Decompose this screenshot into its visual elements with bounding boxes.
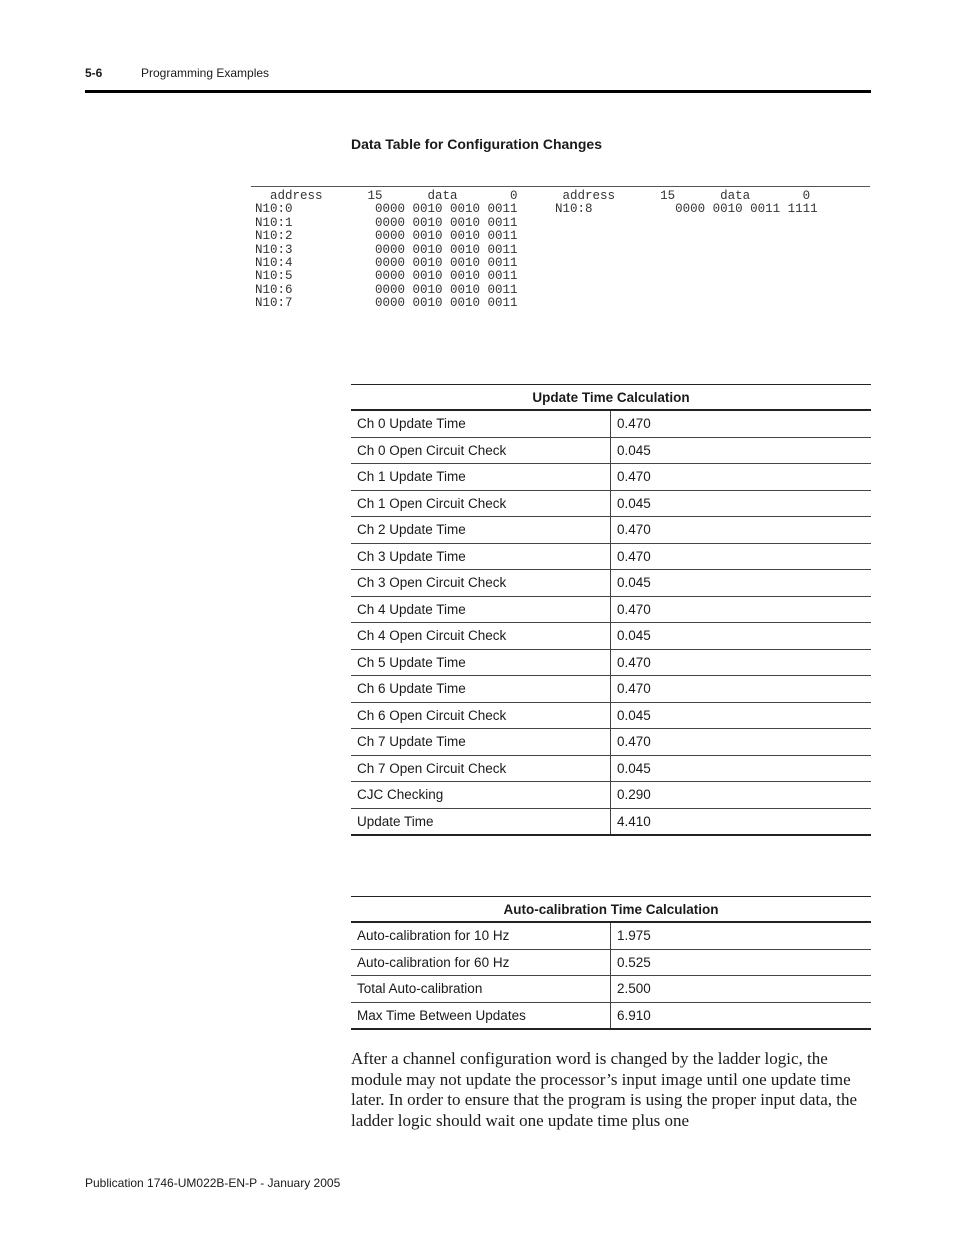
row-label: Auto-calibration for 10 Hz [351, 922, 611, 949]
table-row [351, 437, 871, 464]
data-table-text: address 15 data 0 address 15 data 0 N10:0 0000 0010 0010 0011 N10:8 0000 0010 0011 1111 N10:1 0000 0010 0010 0011 N10:2 0000 0010 0010 0011 N10:3 0000 0010 0010 0011 N10:4 0000 0010 0010 0011 N10:5 0000 0010 0010 0011 N10:6 0000 0010 0010 0011 N10:7 0000 0010 0010 0011 [255, 189, 818, 311]
table-row [351, 808, 871, 835]
row-label: Ch 3 Update Time [351, 543, 611, 570]
table-row [351, 464, 871, 491]
table-row [351, 949, 871, 976]
row-label: Ch 3 Open Circuit Check [351, 570, 611, 597]
row-value: 0.045 [611, 755, 872, 782]
table-row [351, 570, 871, 597]
data-table-listing [251, 186, 870, 311]
row-value: 0.470 [611, 517, 872, 544]
update-table-title: Update Time Calculation [351, 385, 871, 411]
body-paragraph: After a channel configuration word is changed by the ladder logic, the module may not update the processor’s input image until one update time later. In order to ensure that the program is using the proper input data, the ladder logic should wait one update time plus one [351, 1049, 858, 1130]
row-value: 4.410 [611, 808, 872, 835]
row-label: Ch 6 Update Time [351, 676, 611, 703]
row-label: Ch 0 Open Circuit Check [351, 437, 611, 464]
table-row [351, 623, 871, 650]
row-label: Ch 7 Open Circuit Check [351, 755, 611, 782]
row-value: 0.290 [611, 782, 872, 809]
row-value: 0.045 [611, 570, 872, 597]
row-label: Ch 4 Update Time [351, 596, 611, 623]
table-row [351, 410, 871, 437]
table-row [351, 676, 871, 703]
row-value: 0.525 [611, 949, 872, 976]
table-row [351, 490, 871, 517]
row-label: Ch 0 Update Time [351, 410, 611, 437]
row-value: 0.470 [611, 676, 872, 703]
table-row [351, 782, 871, 809]
row-value: 0.045 [611, 623, 872, 650]
row-value: 2.500 [611, 976, 872, 1003]
row-label: Ch 1 Update Time [351, 464, 611, 491]
row-label: CJC Checking [351, 782, 611, 809]
table-row [351, 755, 871, 782]
row-label: Max Time Between Updates [351, 1002, 611, 1029]
row-value: 0.470 [611, 649, 872, 676]
row-value: 0.470 [611, 729, 872, 756]
table-row [351, 1002, 871, 1029]
section-title: Programming Examples [141, 66, 270, 80]
table-row [351, 543, 871, 570]
row-value: 0.470 [611, 410, 872, 437]
autocal-time-table [351, 896, 871, 1030]
row-label: Ch 4 Open Circuit Check [351, 623, 611, 650]
row-value: 0.470 [611, 596, 872, 623]
row-label: Ch 7 Update Time [351, 729, 611, 756]
table-row [351, 702, 871, 729]
row-label: Update Time [351, 808, 611, 835]
row-value: 0.470 [611, 543, 872, 570]
row-label: Total Auto-calibration [351, 976, 611, 1003]
row-label: Ch 5 Update Time [351, 649, 611, 676]
row-label: Ch 6 Open Circuit Check [351, 702, 611, 729]
page-number: 5-6 [85, 66, 103, 80]
row-value: 6.910 [611, 1002, 872, 1029]
table-row [351, 729, 871, 756]
table-row [351, 517, 871, 544]
table-row [351, 596, 871, 623]
row-value: 1.975 [611, 922, 872, 949]
update-time-table [351, 384, 871, 836]
table-row [351, 976, 871, 1003]
table-row [351, 922, 871, 949]
row-value: 0.045 [611, 490, 872, 517]
publication-footer: Publication 1746-UM022B-EN-P - January 2005 [85, 1176, 341, 1190]
autocal-table-title: Auto-calibration Time Calculation [351, 897, 871, 923]
data-table-title: Data Table for Configuration Changes [351, 136, 602, 152]
page-header [85, 66, 871, 93]
row-label: Ch 1 Open Circuit Check [351, 490, 611, 517]
row-label: Ch 2 Update Time [351, 517, 611, 544]
row-label: Auto-calibration for 60 Hz [351, 949, 611, 976]
row-value: 0.045 [611, 437, 872, 464]
row-value: 0.045 [611, 702, 872, 729]
row-value: 0.470 [611, 464, 872, 491]
table-row [351, 649, 871, 676]
